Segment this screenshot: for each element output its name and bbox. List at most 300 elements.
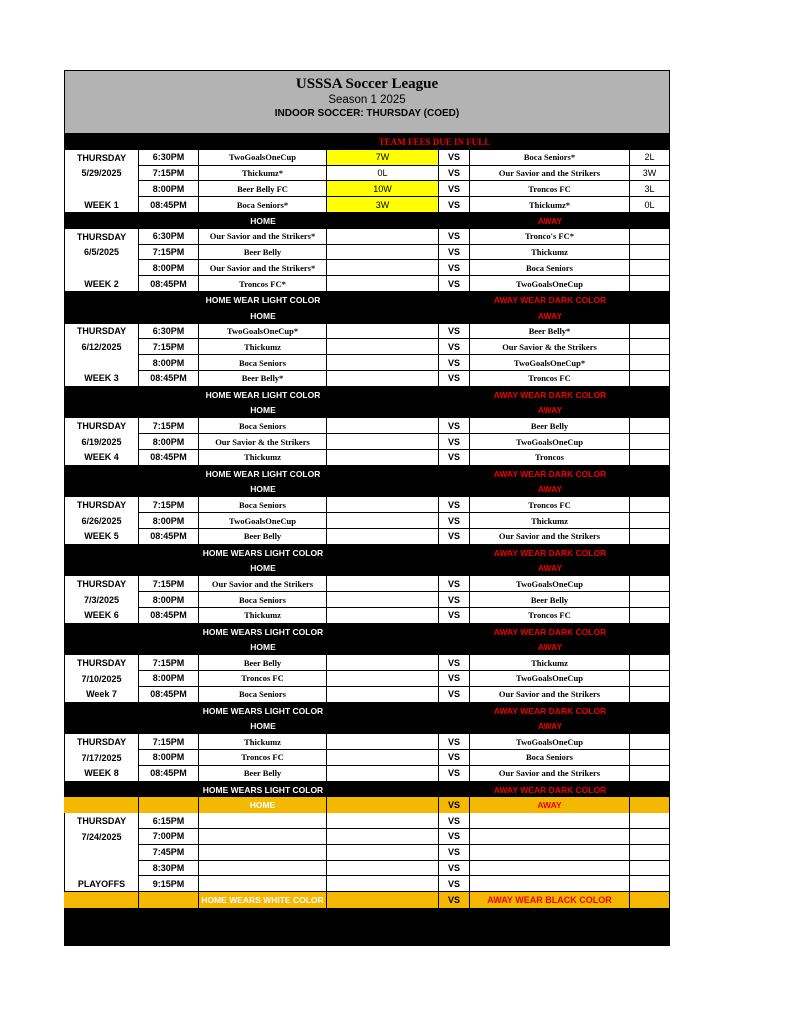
time-cell: 7:15PM (139, 166, 199, 182)
home-wear-label: HOME WEARS LIGHT COLOR (202, 784, 324, 795)
game-row (64, 592, 670, 608)
vs-label: VS (439, 371, 470, 387)
score-cell (327, 339, 439, 355)
blank-cell (327, 387, 439, 403)
home-away-row (64, 213, 670, 229)
result-cell: 2L (630, 150, 670, 166)
blank-cell (327, 466, 439, 482)
home-team-cell: TwoGoalsOneCup (199, 513, 327, 529)
blank-cell (327, 892, 439, 908)
game-row (64, 150, 670, 166)
result-cell (630, 324, 670, 340)
blank-cell (327, 482, 439, 498)
blank-cell (439, 703, 470, 719)
time-cell: 7:00PM (139, 829, 199, 845)
time-cell: 9:15PM (139, 876, 199, 892)
away-team-cell: Boca Seniors (470, 750, 630, 766)
score-cell (327, 245, 439, 261)
away-team-cell: TwoGoalsOneCup (470, 734, 630, 750)
date-cell (64, 181, 139, 197)
schedule-table (64, 134, 670, 946)
blank-cell (327, 624, 439, 640)
time-cell: 7:45PM (139, 845, 199, 861)
away-team-cell: Troncos FC (470, 608, 630, 624)
playoff-wear-row (64, 892, 670, 908)
schedule-header (64, 70, 670, 134)
away-label: AWAY (470, 797, 630, 813)
game-row (64, 166, 670, 182)
game-row (64, 513, 670, 529)
fees-banner-row (64, 134, 670, 150)
blank-cell (439, 292, 470, 308)
home-team-cell (199, 845, 327, 861)
vs-label: VS (439, 197, 470, 213)
blank-cell (327, 403, 439, 419)
away-team-cell: Boca Seniors* (470, 150, 630, 166)
away-label: AWAY (537, 310, 563, 321)
wear-color-row (64, 624, 670, 640)
wear-color-row (64, 292, 670, 308)
home-label: HOME (250, 642, 276, 653)
blank-cell (439, 561, 470, 577)
result-cell (630, 766, 670, 782)
result-cell (630, 434, 670, 450)
away-team-cell: Our Savior and the Strikers (470, 529, 630, 545)
score-cell (327, 513, 439, 529)
game-row (64, 197, 670, 213)
away-team-cell: TwoGoalsOneCup* (470, 355, 630, 371)
score-cell (327, 418, 439, 434)
league-title: USSSA Soccer League (295, 76, 439, 92)
home-team-cell: Thickumz (199, 339, 327, 355)
away-wear-label: AWAY WEAR DARK COLOR (493, 389, 607, 400)
blank-cell (630, 292, 670, 308)
score-cell (327, 655, 439, 671)
away-team-cell: TwoGoalsOneCup (470, 276, 630, 292)
result-cell (630, 734, 670, 750)
away-team-cell: Troncos FC (470, 181, 630, 197)
score-cell (327, 529, 439, 545)
home-away-row (64, 718, 670, 734)
vs-label: VS (439, 671, 470, 687)
blank-cell (439, 482, 470, 498)
game-row (64, 687, 670, 703)
blank-cell (139, 292, 199, 308)
result-cell (630, 876, 670, 892)
time-cell: 08:45PM (139, 529, 199, 545)
game-row (64, 450, 670, 466)
playoff-home-away-row (64, 797, 670, 813)
date-cell: WEEK 4 (64, 450, 139, 466)
home-team-cell: Our Savior & the Strikers (199, 434, 327, 450)
blank-cell (630, 308, 670, 324)
blank-cell (327, 213, 439, 229)
home-team-cell: Beer Belly (199, 655, 327, 671)
game-row (64, 671, 670, 687)
blank-cell (630, 703, 670, 719)
score-cell (327, 355, 439, 371)
result-cell (630, 260, 670, 276)
score-cell (327, 750, 439, 766)
result-cell (630, 245, 670, 261)
home-team-cell (199, 813, 327, 829)
vs-label: VS (439, 355, 470, 371)
vs-label: VS (439, 513, 470, 529)
blank-cell (327, 640, 439, 656)
home-away-row (64, 308, 670, 324)
blank-cell (630, 892, 670, 908)
time-cell: 8:00PM (139, 671, 199, 687)
blank-cell (439, 718, 470, 734)
score-cell: 3W (327, 197, 439, 213)
home-team-cell: Our Savior and the Strikers* (199, 229, 327, 245)
home-team-cell (199, 829, 327, 845)
away-team-cell: Our Savior and the Strikers (470, 766, 630, 782)
vs-label: VS (439, 829, 470, 845)
home-label: HOME (250, 721, 276, 732)
vs-label: VS (439, 608, 470, 624)
date-cell: WEEK 1 (64, 197, 139, 213)
blank-cell (139, 482, 199, 498)
away-team-cell: Our Savior and the Strikers (470, 687, 630, 703)
home-team-cell: Troncos FC* (199, 276, 327, 292)
vs-label: VS (439, 166, 470, 182)
result-cell (630, 655, 670, 671)
time-cell: 08:45PM (139, 276, 199, 292)
blank-cell (139, 718, 199, 734)
blank-cell (64, 782, 139, 798)
date-cell: Week 7 (64, 687, 139, 703)
blank-cell (327, 545, 439, 561)
away-team-cell: Thickumz (470, 513, 630, 529)
home-team-cell: Boca Seniors (199, 497, 327, 513)
date-cell: 6/5/2025 (64, 245, 139, 261)
result-cell: 0L (630, 197, 670, 213)
score-cell (327, 592, 439, 608)
time-cell: 08:45PM (139, 197, 199, 213)
score-cell: 0L (327, 166, 439, 182)
away-label: AWAY (537, 484, 563, 495)
time-cell: 8:30PM (139, 861, 199, 877)
schedule-sheet (64, 70, 670, 946)
blank-cell (630, 797, 670, 813)
result-cell (630, 450, 670, 466)
wear-color-row (64, 387, 670, 403)
blank-cell (327, 797, 439, 813)
date-cell: 6/19/2025 (64, 434, 139, 450)
game-row (64, 750, 670, 766)
result-cell (630, 750, 670, 766)
blank-cell (327, 308, 439, 324)
score-cell (327, 813, 439, 829)
score-cell (327, 734, 439, 750)
vs-label: VS (439, 813, 470, 829)
away-label: AWAY (537, 215, 563, 226)
away-team-cell: Our Savior and the Strikers (470, 166, 630, 182)
date-cell: THURSDAY (64, 418, 139, 434)
game-row (64, 339, 670, 355)
score-cell: 7W (327, 150, 439, 166)
blank-cell (64, 308, 139, 324)
blank-cell (64, 640, 139, 656)
date-cell: 7/24/2025 (64, 829, 139, 845)
away-team-cell: TwoGoalsOneCup (470, 576, 630, 592)
blank-cell (630, 387, 670, 403)
blank-cell (630, 213, 670, 229)
time-cell: 8:00PM (139, 592, 199, 608)
result-cell (630, 229, 670, 245)
time-cell: 6:30PM (139, 150, 199, 166)
home-team-cell: TwoGoalsOneCup (199, 150, 327, 166)
vs-label: VS (439, 181, 470, 197)
score-cell (327, 671, 439, 687)
blank-cell (139, 466, 199, 482)
score-cell (327, 371, 439, 387)
away-team-cell: Beer Belly (470, 592, 630, 608)
score-cell (327, 324, 439, 340)
result-cell (630, 608, 670, 624)
date-cell: WEEK 2 (64, 276, 139, 292)
game-row (64, 497, 670, 513)
vs-label: VS (439, 497, 470, 513)
blank-cell (630, 403, 670, 419)
result-cell (630, 861, 670, 877)
home-wear-label: HOME WEAR LIGHT COLOR (205, 468, 321, 479)
blank-cell (64, 718, 139, 734)
date-cell (64, 861, 139, 877)
game-row (64, 324, 670, 340)
blank-cell (64, 703, 139, 719)
blank-cell (64, 561, 139, 577)
date-cell: THURSDAY (64, 576, 139, 592)
blank-cell (439, 387, 470, 403)
home-team-cell (199, 876, 327, 892)
game-row (64, 229, 670, 245)
blank-cell (630, 624, 670, 640)
wear-color-row (64, 466, 670, 482)
home-team-cell: Beer Belly (199, 245, 327, 261)
result-cell (630, 513, 670, 529)
time-cell: 08:45PM (139, 766, 199, 782)
away-team-cell: Thickumz (470, 655, 630, 671)
playoff-row (64, 813, 670, 829)
date-cell: WEEK 6 (64, 608, 139, 624)
home-wear-label: HOME WEARS LIGHT COLOR (202, 705, 324, 716)
season-label: Season 1 2025 (328, 94, 406, 106)
away-wear-label: AWAY WEAR DARK COLOR (493, 294, 607, 305)
result-cell: 3W (630, 166, 670, 182)
date-cell: WEEK 3 (64, 371, 139, 387)
blank-cell (64, 482, 139, 498)
home-away-row (64, 561, 670, 577)
result-cell (630, 813, 670, 829)
blank-cell (439, 545, 470, 561)
home-wear-label: HOME WEARS LIGHT COLOR (202, 626, 324, 637)
blank-cell (439, 308, 470, 324)
playoff-row (64, 845, 670, 861)
result-cell (630, 671, 670, 687)
result-cell (630, 829, 670, 845)
blank-cell (64, 466, 139, 482)
time-cell: 8:00PM (139, 355, 199, 371)
playoff-row (64, 861, 670, 877)
time-cell: 7:15PM (139, 497, 199, 513)
blank-cell (327, 703, 439, 719)
date-cell: 7/10/2025 (64, 671, 139, 687)
vs-label: VS (439, 861, 470, 877)
score-cell (327, 876, 439, 892)
date-cell (64, 845, 139, 861)
game-row (64, 418, 670, 434)
home-team-cell: Troncos FC (199, 671, 327, 687)
away-wear-label: AWAY WEAR DARK COLOR (493, 468, 607, 479)
home-label: HOME (250, 563, 276, 574)
away-team-cell (470, 876, 630, 892)
away-label: AWAY (537, 405, 563, 416)
result-cell (630, 276, 670, 292)
time-cell: 08:45PM (139, 450, 199, 466)
blank-cell (630, 545, 670, 561)
home-team-cell: TwoGoalsOneCup* (199, 324, 327, 340)
date-cell: THURSDAY (64, 734, 139, 750)
date-cell: PLAYOFFS (64, 876, 139, 892)
vs-label: VS (439, 324, 470, 340)
date-cell: THURSDAY (64, 150, 139, 166)
blank-cell (630, 561, 670, 577)
date-cell: 7/3/2025 (64, 592, 139, 608)
time-cell: 8:00PM (139, 434, 199, 450)
away-team-cell (470, 813, 630, 829)
result-cell (630, 497, 670, 513)
score-cell (327, 766, 439, 782)
home-away-row (64, 640, 670, 656)
home-team-cell: Troncos FC (199, 750, 327, 766)
date-cell (64, 260, 139, 276)
time-cell: 08:45PM (139, 371, 199, 387)
blank-cell (139, 308, 199, 324)
blank-cell (327, 718, 439, 734)
blank-cell (64, 545, 139, 561)
away-wear-label: AWAY WEAR BLACK COLOR (470, 892, 630, 908)
vs-label: VS (439, 592, 470, 608)
home-away-row (64, 403, 670, 419)
away-team-cell: Thickumz (470, 245, 630, 261)
blank-cell (139, 892, 199, 908)
blank-cell (64, 292, 139, 308)
time-cell: 8:00PM (139, 260, 199, 276)
home-label: HOME (250, 215, 276, 226)
away-label: AWAY (537, 721, 563, 732)
wear-color-row (64, 703, 670, 719)
blank-cell (630, 718, 670, 734)
home-team-cell: Thickumz* (199, 166, 327, 182)
score-cell (327, 845, 439, 861)
time-cell: 8:00PM (139, 750, 199, 766)
result-cell (630, 355, 670, 371)
date-cell: THURSDAY (64, 813, 139, 829)
wear-color-row (64, 545, 670, 561)
vs-label: VS (439, 450, 470, 466)
home-label: HOME (250, 310, 276, 321)
score-cell (327, 861, 439, 877)
away-team-cell (470, 829, 630, 845)
home-team-cell: Thickumz (199, 450, 327, 466)
blank-cell (64, 892, 139, 908)
league-subtitle: INDOOR SOCCER: THURSDAY (COED) (274, 108, 460, 119)
vs-label: VS (439, 529, 470, 545)
blank-cell (327, 292, 439, 308)
time-cell: 6:15PM (139, 813, 199, 829)
result-cell (630, 529, 670, 545)
blank-cell (64, 797, 139, 813)
game-row (64, 276, 670, 292)
vs-label: VS (439, 276, 470, 292)
away-label: AWAY (537, 642, 563, 653)
score-cell (327, 434, 439, 450)
blank-cell (327, 782, 439, 798)
home-team-cell: Beer Belly (199, 766, 327, 782)
blank-cell (64, 213, 139, 229)
result-cell (630, 687, 670, 703)
game-row (64, 434, 670, 450)
away-wear-label: AWAY WEAR DARK COLOR (493, 705, 607, 716)
blank-cell (439, 640, 470, 656)
vs-label: VS (439, 434, 470, 450)
fees-banner: TEAM FEES DUE IN FULL (378, 136, 491, 147)
game-row (64, 181, 670, 197)
game-row (64, 655, 670, 671)
score-cell (327, 576, 439, 592)
home-wear-label: HOME WEARS LIGHT COLOR (202, 547, 324, 558)
blank-cell (139, 782, 199, 798)
vs-label: VS (439, 687, 470, 703)
result-cell (630, 339, 670, 355)
date-cell: WEEK 5 (64, 529, 139, 545)
home-team-cell: Beer Belly (199, 529, 327, 545)
home-team-cell: Boca Seniors (199, 355, 327, 371)
home-team-cell: Beer Belly FC (199, 181, 327, 197)
time-cell: 6:30PM (139, 229, 199, 245)
score-cell (327, 497, 439, 513)
game-row (64, 608, 670, 624)
score-cell (327, 276, 439, 292)
result-cell (630, 418, 670, 434)
date-cell: 7/17/2025 (64, 750, 139, 766)
vs-label: VS (439, 766, 470, 782)
game-row (64, 371, 670, 387)
vs-label: VS (439, 150, 470, 166)
result-cell (630, 576, 670, 592)
home-team-cell: Boca Seniors (199, 418, 327, 434)
home-label: HOME (250, 405, 276, 416)
home-team-cell: Our Savior and the Strikers (199, 576, 327, 592)
vs-label: VS (439, 845, 470, 861)
score-cell (327, 450, 439, 466)
date-cell: THURSDAY (64, 497, 139, 513)
score-cell (327, 829, 439, 845)
vs-label: VS (439, 339, 470, 355)
date-cell: THURSDAY (64, 655, 139, 671)
game-row (64, 734, 670, 750)
home-team-cell (199, 861, 327, 877)
time-cell: 7:15PM (139, 418, 199, 434)
blank-cell (139, 387, 199, 403)
score-cell (327, 260, 439, 276)
blank-cell (630, 640, 670, 656)
vs-label: VS (439, 655, 470, 671)
time-cell: 6:30PM (139, 324, 199, 340)
time-cell: 7:15PM (139, 655, 199, 671)
